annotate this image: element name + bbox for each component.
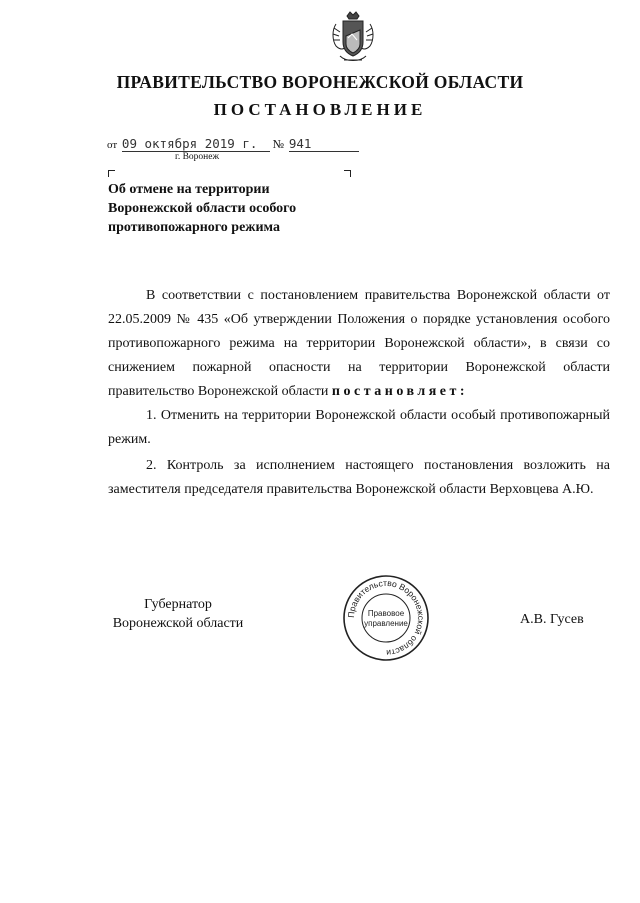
clause-1: 1. Отменить на территории Воронежской области особый противопожарный режим. [108, 408, 610, 447]
subject-corner-left [108, 170, 115, 177]
subject-corner-right [344, 170, 351, 177]
preamble-paragraph [108, 284, 610, 404]
date-prefix: от [107, 139, 118, 151]
document-subject: Об отмене на территории Воронежской области особого противопожарного режима [108, 182, 297, 235]
signatory-name: А.В. Гусев [520, 612, 584, 627]
decree-keyword: постановляет: [331, 384, 469, 399]
government-title: ПРАВИТЕЛЬСТВО ВОРОНЕЖСКОЙ ОБЛАСТИ [116, 72, 524, 92]
number-sign: № [272, 137, 285, 151]
decree-date: 09 октября 2019 г. [121, 136, 258, 151]
signatory-position [108, 595, 248, 633]
coat-of-arms-emblem [330, 10, 376, 66]
clause-2: 2. Контроль за исполнением настоящего постановления возложить на заместителя председателя правительства Воронежской области Верховцева А.Ю. [108, 458, 610, 497]
date-number-line [107, 136, 359, 152]
decree-number: 941 [288, 136, 312, 151]
document-type-title: ПОСТАНОВЛЕНИЕ [213, 100, 427, 119]
legal-department-stamp [342, 574, 430, 662]
position-line-2: Воронежской области [112, 616, 244, 631]
stamp-center-line-1: Правовое [367, 609, 405, 618]
stamp-ring-text: Правительство Воронежской области [345, 577, 427, 659]
preamble-text: В соответствии с постановлением правительства Воронежской области от 22.05.2009 № 435 «Об утверждении Положения о порядке установления особого противопожарного режима на территории Воронежской области», в связи со снижением пожарной опасности на территории Воронежской области правительство Воронежской области [108, 288, 610, 399]
position-line-1: Губернатор [144, 597, 212, 612]
city-label: г. Воронеж [175, 152, 220, 162]
stamp-center-line-2: управление [364, 619, 408, 628]
